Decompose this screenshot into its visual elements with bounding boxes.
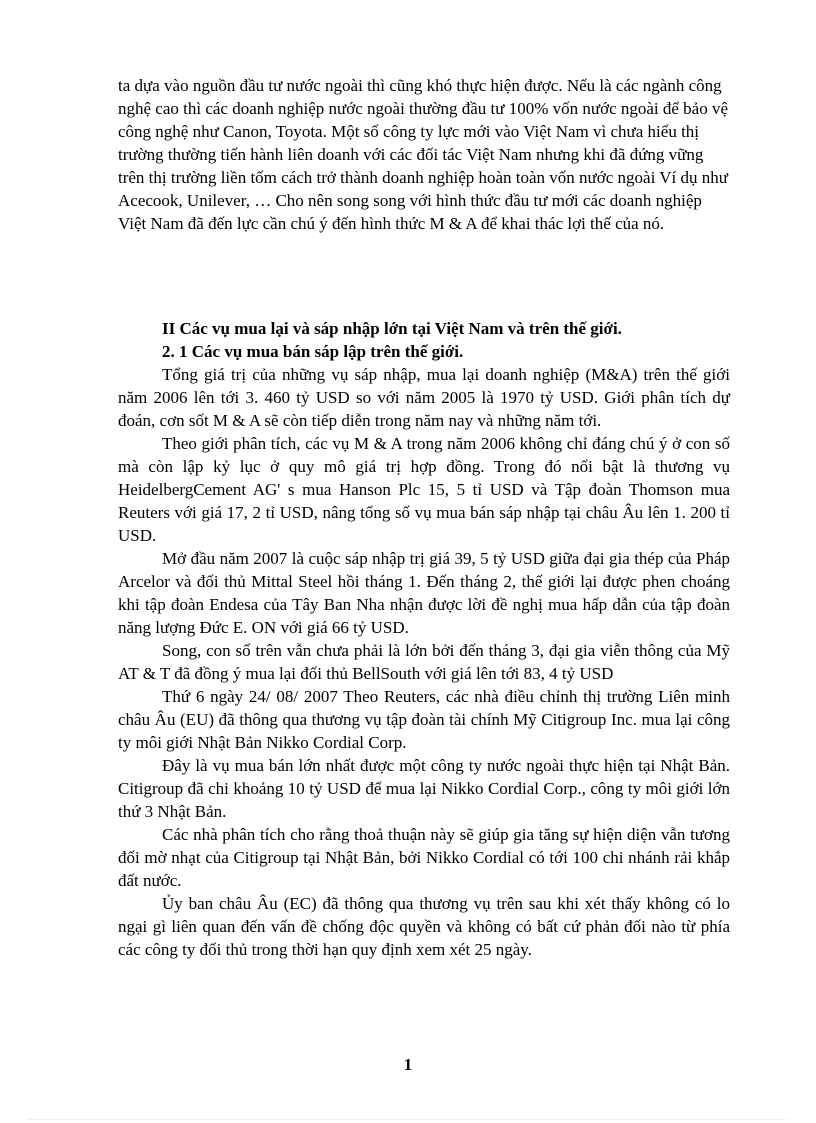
page-number: 1 — [403, 1055, 413, 1074]
body-paragraph-1: Tổng giá trị của những vụ sáp nhập, mua lại doanh nghiệp (M&A) trên thế giới năm 2006 lên tới 3. 460 tỷ USD so với năm 2005 là 1970 tỷ USD. Giới phân tích dự đoán, cơn sốt M & A sẽ còn tiếp diễn trong năm nay và những năm tới. — [118, 365, 730, 430]
subsection-heading: 2. 1 Các vụ mua bán sáp lập trên thế giới. — [162, 342, 464, 361]
body-paragraph-3: Mở đầu năm 2007 là cuộc sáp nhập trị giá 39, 5 tỷ USD giữa đại gia thép của Pháp Arcelor và đối thủ Mittal Steel hồi tháng 1. Đến tháng 2, thế giới lại được phen choáng khi tập đoàn Endesa của Tây Ban Nha nhận được lời đề nghị mua hấp dẫn của tập đoàn năng lượng Đức E. ON với giá 66 tỷ USD. — [118, 549, 730, 637]
intro-paragraph: ta dựa vào nguồn đầu tư nước ngoài thì cũng khó thực hiện được. Nếu là các ngành công nghệ cao thì các doanh nghiệp nước ngoài thường đầu tư 100% vốn nước ngoài để bảo vệ công nghệ như Canon, Toyota. Một số công ty lực mới vào Việt Nam vì chưa hiểu thị trường thường tiến hành liên doanh với các đối tác Việt Nam nhưng khi đã đứng vững trên thị trường liền tốm cách trở thành doanh nghiệp hoàn toàn vốn nước ngoài Ví dụ như Acecook, Unilever, … Cho nên song song với hình thức đầu tư mới các doanh nghiệp Việt Nam đã đến lực cần chú ý đến hình thức M & A để khai thác lợi thế của nó. — [118, 76, 729, 233]
body-paragraph-6: Đây là vụ mua bán lớn nhất được một công ty nước ngoài thực hiện tại Nhật Bản. Citigroup đã chi khoảng 10 tỷ USD để mua lại Nikko Cordial Corp., công ty môi giới lớn thứ 3 Nhật Bản. — [118, 756, 730, 821]
section-heading: II Các vụ mua lại và sáp nhập lớn tại Việt Nam và trên thế giới. — [162, 319, 622, 338]
body-paragraph-2: Theo giới phân tích, các vụ M & A trong năm 2006 không chỉ đáng chú ý ở con số mà còn lập kỷ lục ở quy mô giá trị hợp đồng. Trong đó nổi bật là thương vụ HeidelbergCement AG' s mua Hanson Plc 15, 5 tỉ USD và Tập đoàn Thomson mua Reuters với giá 17, 2 tỉ USD, nâng tổng số vụ mua bán sáp nhập tại châu Âu lên 1. 200 tỉ USD. — [118, 434, 730, 545]
body-paragraph-4: Song, con số trên vẫn chưa phải là lớn bởi đến tháng 3, đại gia viễn thông của Mỹ AT & T đã đồng ý mua lại đối thủ BellSouth với giá lên tới 83, 4 tỷ USD — [118, 641, 730, 683]
page-bottom-border — [28, 1119, 788, 1120]
body-paragraph-8: Ủy ban châu Âu (EC) đã thông qua thương vụ trên sau khi xét thấy không có lo ngại gì liên quan đến vấn đề chống độc quyền và không có bất cứ phản đối nào từ phía các công ty đối thủ trong thời hạn quy định xem xét 25 ngày. — [118, 894, 730, 959]
body-paragraph-7: Các nhà phân tích cho rằng thoả thuận này sẽ giúp gia tăng sự hiện diện vẫn tương đối mờ nhạt của Citigroup tại Nhật Bản, bởi Nikko Cordial có tới 100 chi nhánh rải khắp đất nước. — [118, 825, 730, 890]
section-body — [118, 317, 730, 961]
body-paragraph-5: Thứ 6 ngày 24/ 08/ 2007 Theo Reuters, các nhà điều chỉnh thị trường Liên minh châu Âu (EU) đã thông qua thương vụ tập đoàn tài chính Mỹ Citigroup Inc. mua lại công ty môi giới Nhật Bản Nikko Cordial Corp. — [118, 687, 730, 752]
